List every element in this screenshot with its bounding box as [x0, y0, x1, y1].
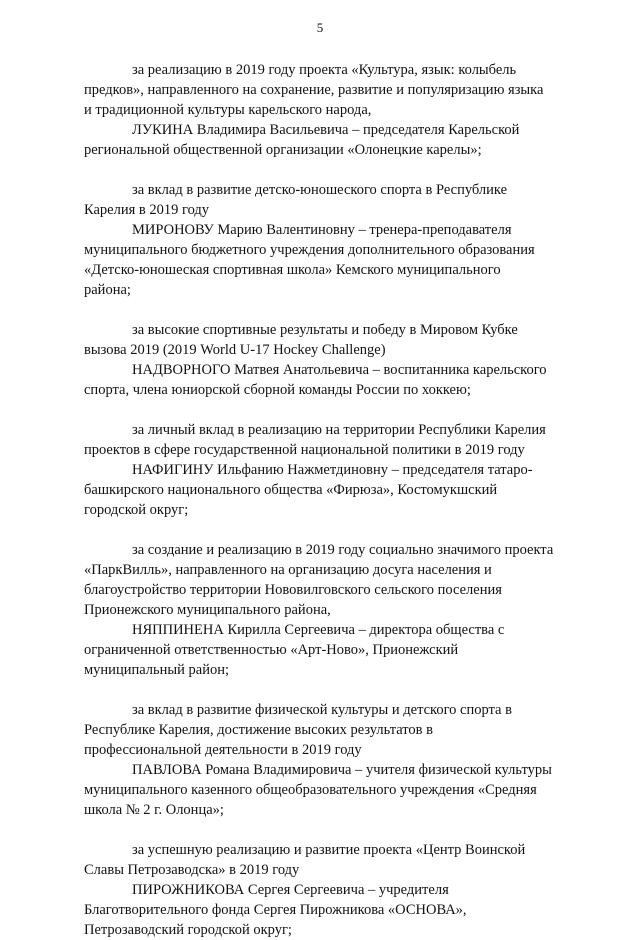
award-recipient: НАДВОРНОГО Матвея Анатольевича – воспитанника карельского спорта, члена юниорской сборной команды России по хоккею;	[84, 362, 547, 398]
award-recipient: ПИРОЖНИКОВА Сергея Сергеевича – учредителя Благотворительного фонда Сергея Пирожникова «ОСНОВА», Петрозаводский городской округ;	[84, 882, 467, 938]
award-entry	[84, 320, 572, 400]
award-recipient: НЯППИНЕНА Кирилла Сергеевича – директора общества с ограниченной ответственностью «Арт-Ново», Прионежский муниципальный район;	[84, 622, 505, 678]
award-recipient: МИРОНОВУ Марию Валентиновну – тренера-преподавателя муниципального бюджетного учреждения дополнительного образования «Детско-юношеская спортивная школа» Кемского муниципального района;	[84, 222, 535, 298]
award-reason: за личный вклад в реализацию на территории Республики Карелия проектов в сфере государственной национальной политики в 2019 году	[84, 422, 546, 458]
award-entry	[84, 420, 572, 520]
award-recipient: НАФИГИНУ Ильфанию Нажметдиновну – председателя татаро- башкирского национального общества «Фирюза», Костомукшский городской округ;	[84, 462, 533, 518]
page-number: 5	[316, 20, 324, 35]
award-recipient: ПАВЛОВА Романа Владимировича – учителя физической культуры муниципального казенного общеобразовательного учреждения «Средняя школа № 2 г. Олонца»;	[84, 762, 552, 818]
award-reason: за успешную реализацию и развитие проекта «Центр Воинской Славы Петрозаводска» в 2019 году	[84, 842, 526, 878]
award-reason: за высокие спортивные результаты и победу в Мировом Кубке вызова 2019 (2019 World U-17 Hockey Challenge)	[84, 322, 518, 358]
award-reason: за создание и реализацию в 2019 году социально значимого проекта «ПаркВилль», направленного на организацию досуга населения и благоустройство территории Нововилговского сельского поселения Прионежского муниципального района,	[84, 542, 554, 618]
award-entry	[84, 540, 572, 680]
award-recipient: ЛУКИНА Владимира Васильевича – председателя Карельской региональной общественной организации «Олонецкие карелы»;	[84, 122, 520, 158]
award-entry	[84, 840, 572, 940]
award-entry	[84, 700, 572, 820]
award-list	[84, 60, 572, 940]
award-reason: за реализацию в 2019 году проекта «Культура, язык: колыбель предков», направленного на сохранение, развитие и популяризацию языка и традиционной культуры карельского народа,	[84, 62, 544, 118]
award-reason: за вклад в развитие детско-юношеского спорта в Республике Карелия в 2019 году	[84, 182, 508, 218]
award-entry	[84, 60, 572, 160]
award-reason: за вклад в развитие физической культуры и детского спорта в Республике Карелия, достижение высоких результатов в профессиональной деятельности в 2019 году	[84, 702, 512, 758]
award-entry	[84, 180, 572, 300]
